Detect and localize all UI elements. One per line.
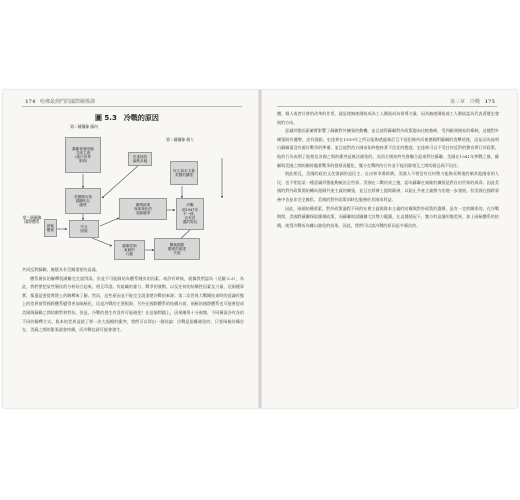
book-gutter — [258, 90, 262, 408]
left-paragraph-1: 共同反對蘇聯，無疑具有至關重要的意義。 — [22, 267, 100, 272]
node-stalin-paranoia: 史達林的 偏執多疑 — [128, 152, 152, 166]
node-us-ideology: 民主資本主義 美國的擴張 — [170, 161, 198, 185]
node-soviet-control-eastern-europe: 蘇聯控制 東歐的 行動 — [114, 240, 145, 260]
right-page-body — [277, 110, 499, 230]
right-page-header — [450, 98, 498, 105]
node-security-dilemma: 安全 困境 — [69, 220, 99, 238]
left-header-rule — [22, 106, 242, 107]
label-third-level-system: 第三層圖像 國際體系 — [22, 215, 42, 225]
right-paragraph-3: 與此相反，美國的政治文化強調的是民主、自由和市場經濟。美國人不相信有任何勢力能夠長期地控制其他國家的人民，也不相信某一種意識形態能夠統治全世界。美國在二戰結束之後，認為蘇聯在東歐的擴張是對自由世界的威脅。因此美國的對外政策開始轉向遏制共產主義的擴張，並且在經濟上援助歐洲，以防止共產主義勢力的進一步發展。但美國在國際事務中也並非完全無私，美國的對外政策同時也服務於其國家利益。 — [277, 171, 499, 202]
node-containment-policy: 圍堵政策 與軍事化的 美蘇競爭 — [119, 198, 167, 220]
left-running-title: 哈佛最熱門的國際關係課 — [40, 99, 96, 105]
label-second-level-domestic: 第二層圖像 國內 — [70, 124, 98, 129]
right-page-number: 175 — [484, 99, 495, 105]
right-paragraph-4: 因此，兩個結構要素，對外政策過程不同的社會主義與資本主義的結構與對外政策的選擇，是有一定的關係的。在冷戰期間，美國對蘇聯採取圍堵政策，而蘇聯則試圖擴大其勢力範圍。在這種情況下，雙方的意識形態差異，加上兩極體系的結構，使得冷戰成為難以避免的結果。因此，我們可以說冷戰的原因是多層次的。 — [277, 205, 499, 228]
causes-diagram — [22, 118, 252, 264]
left-paragraph-2: 體系層次的解釋很湖難完全說得清。但並不可能歸結為體系層次的因素。或許有時候，就像我們認為（見圖 5.3），為此，我們要把某些層次的分析結合起來，相互印證。有組織的暴力、戰爭的發動，以及任何的結構性因素及力量，這兩種事實，都還是要從實際上的解釋來了解。然而，這些原因並不能完全說清楚冷戰的來源；第二次世界大戰剛結束時的意識形態上的差異使得國際體系變得更加兩極化，這是冷戰的主要根源。另外在國際體系的結構方面，兩極的國際體系也可能會促成美國與蘇聯之間的敵對和對抗。但是，冷戰的發生有沒有可能避免？在這個問題上，因果關係十分複雜，不同層面各有各的不同的解釋方式。根本的差異造就了那一次大規模的衝突，我們可以得出一個結論：冷戰是很難避免的，只要兩極結構存在，美蘇之間的緊張就會持續，而冷戰也就可能會發生。 — [22, 275, 244, 333]
label-second-level-individual: 第二層圖像 個人 — [166, 137, 194, 142]
node-us-soviet-containment: 美國國內與 蘇聯相互 圍堵 — [65, 188, 101, 214]
right-header-rule — [277, 106, 497, 107]
right-paragraph-2: 意識形態因素確實影響了蘇聯對外擴張的動機，並且使得蘇聯對外政策趨向比較強硬，受到歐洲國家的牽制，這種對外擴張既有優勢，也有弱點。史達林在1939年之所以能夠透過簽訂互不侵犯條約而使德國對蘇聯的攻擊延後，這是因為他明白蘇聯還沒有做好戰爭的準備，並且他對西方國家始終抱持著不信任的態度。史達林可以不受任何反對的聲音實行其政策，他的行為表明了他相信各國之間的衝突是無法避免的，而西方國家終究會聯合起來對付蘇聯。美國在1941年參戰之後，蘇聯與美國之間的關係隨著戰爭的發展而變化，雙方在戰時的合作並不能消除相互之間的猜忌與不信任。 — [277, 128, 499, 168]
left-page-header — [22, 98, 95, 105]
node-soviet-ideology: 蘇聯意識形態 共產主義 (推行世界 革命) — [65, 137, 101, 173]
right-paragraph-1: 體，個人或者社會的改革的作用，就是使無產階級成為工人階級成為領導力量。因為無產階級或工人階級認為代表著歷史發展的方向。 — [277, 111, 499, 125]
node-postwar-reconstruction-failure: 戰後國際 體系的重建 失敗 — [154, 238, 200, 260]
figure-title: 圖 5.3 冷戰的原因 — [95, 114, 159, 122]
node-cold-war: 冷戰 到1947年 不一樣， 沒有武 器的對抗 — [176, 198, 204, 230]
left-page-body — [22, 266, 244, 335]
node-bipolar-system: 兩極 體系 — [44, 219, 57, 237]
left-page-number: 174 — [25, 99, 36, 105]
right-running-title: 第三章 冷戰 — [449, 99, 480, 105]
